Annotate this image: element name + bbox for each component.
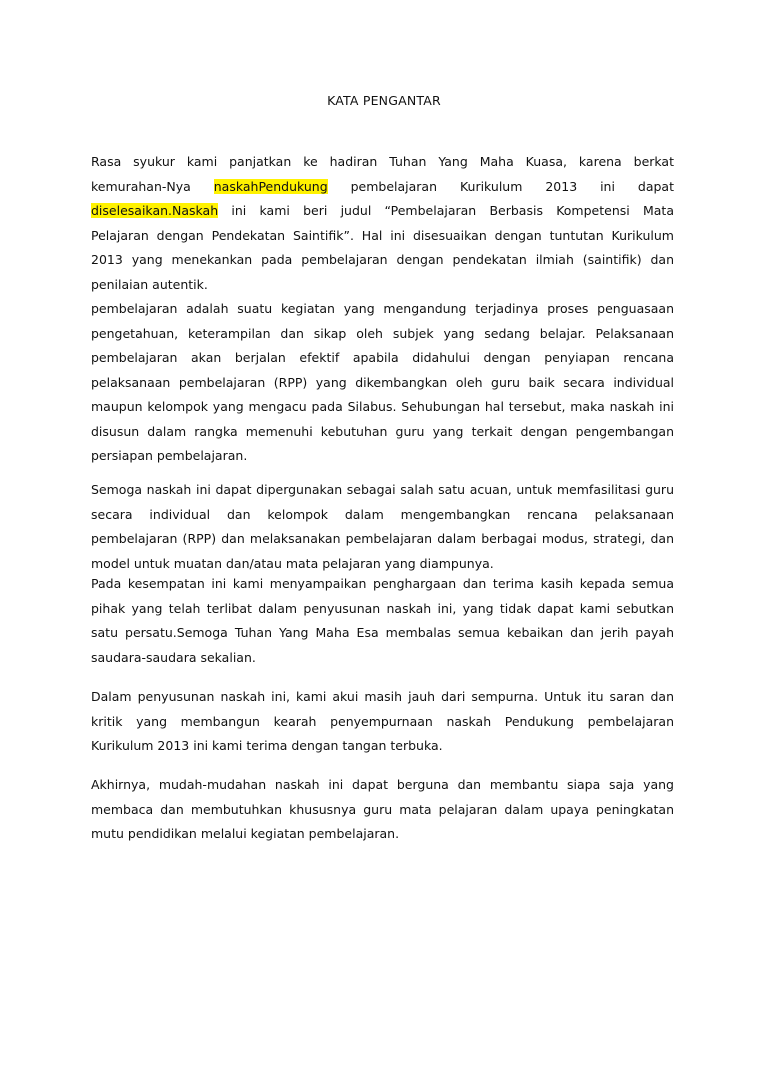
paragraph-line: membaca dan membutuhkan khususnya guru mata pelajaran dalam upaya peningkatan bbox=[91, 801, 674, 817]
paragraph-3 bbox=[91, 478, 674, 576]
paragraph-line: saudara-saudara sekalian. bbox=[91, 649, 256, 665]
paragraph-line: Semoga naskah ini dapat dipergunakan sebagai salah satu acuan, untuk memfasilitasi guru bbox=[91, 482, 674, 497]
paragraph-line: model untuk muatan dan/atau mata pelajaran yang diampunya. bbox=[91, 555, 494, 571]
paragraph-1 bbox=[91, 150, 674, 297]
paragraph-line: Akhirnya, mudah-mudahan naskah ini dapat berguna dan membantu siapa saja yang bbox=[91, 777, 674, 792]
paragraph-line: disusun dalam rangka memenuhi kebutuhan guru yang terkait dengan pengembangan bbox=[91, 423, 674, 439]
paragraph-line: Rasa syukur kami panjatkan ke hadiran Tuhan Yang Maha Kuasa, karena berkat bbox=[91, 154, 674, 169]
paragraph-line: pelaksanaan pembelajaran (RPP) yang dikembangkan oleh guru baik secara individual bbox=[91, 374, 674, 390]
paragraph-line: persiapan pembelajaran. bbox=[91, 448, 248, 463]
paragraph-6 bbox=[91, 773, 674, 847]
paragraph-line bbox=[91, 199, 674, 224]
paragraph-line: Kurikulum 2013 ini kami terima dengan tangan terbuka. bbox=[91, 738, 443, 753]
text-segment: kemurahan-Nya bbox=[91, 178, 191, 194]
paragraph-5 bbox=[91, 685, 674, 759]
paragraph-line: satu persatu.Semoga Tuhan Yang Maha Esa membalas semua kebaikan dan jerih payah bbox=[91, 625, 674, 640]
text-segment: ini kami beri judul “Pembelajaran Berbasis Kompetensi Mata bbox=[231, 203, 674, 218]
paragraph-4 bbox=[91, 572, 674, 670]
paragraph-line: Pelajaran dengan Pendekatan Saintifik”. Hal ini disesuaikan dengan tuntutan Kurikulum bbox=[91, 227, 674, 243]
paragraph-line: Dalam penyusunan naskah ini, kami akui masih jauh dari sempurna. Untuk itu saran dan bbox=[91, 689, 674, 704]
paragraph-line: pembelajaran (RPP) dan melaksanakan pembelajaran dalam berbagai modus, strategi, dan bbox=[91, 531, 674, 546]
page-title: KATA PENGANTAR bbox=[327, 93, 441, 108]
paragraph-line: pembelajaran akan berjalan efektif apabila didahului dengan penyiapan rencana bbox=[91, 350, 674, 365]
paragraph-line: Pada kesempatan ini kami menyampaikan penghargaan dan terima kasih kepada semua bbox=[91, 576, 674, 591]
paragraph-line: kritik yang membangun kearah penyempurnaan naskah Pendukung pembelajaran bbox=[91, 713, 674, 729]
highlighted-text: naskahPendukung bbox=[213, 178, 328, 194]
paragraph-line: mutu pendidikan melalui kegiatan pembelajaran. bbox=[91, 826, 400, 841]
paragraph-line: pengetahuan, keterampilan dan sikap oleh subjek yang sedang belajar. Pelaksanaan bbox=[91, 325, 674, 341]
paragraph-2 bbox=[91, 297, 674, 469]
paragraph-line: maupun kelompok yang mengacu pada Silabus. Sehubungan hal tersebut, maka naskah ini bbox=[91, 399, 674, 414]
paragraph-line: secara individual dan kelompok dalam mengembangkan rencana pelaksanaan bbox=[91, 506, 674, 522]
paragraph-line: 2013 yang menekankan pada pembelajaran dengan pendekatan ilmiah (saintifik) dan bbox=[91, 252, 674, 267]
paragraph-line bbox=[91, 175, 674, 200]
text-segment: pembelajaran Kurikulum 2013 ini dapat bbox=[350, 178, 674, 194]
paragraph-line: pihak yang telah terlibat dalam penyusunan naskah ini, yang tidak dapat kami sebutkan bbox=[91, 600, 674, 616]
highlighted-text: diselesaikan.Naskah bbox=[91, 203, 219, 218]
paragraph-line: penilaian autentik. bbox=[91, 276, 208, 292]
paragraph-line: pembelajaran adalah suatu kegiatan yang mengandung terjadinya proses penguasaan bbox=[91, 301, 674, 316]
